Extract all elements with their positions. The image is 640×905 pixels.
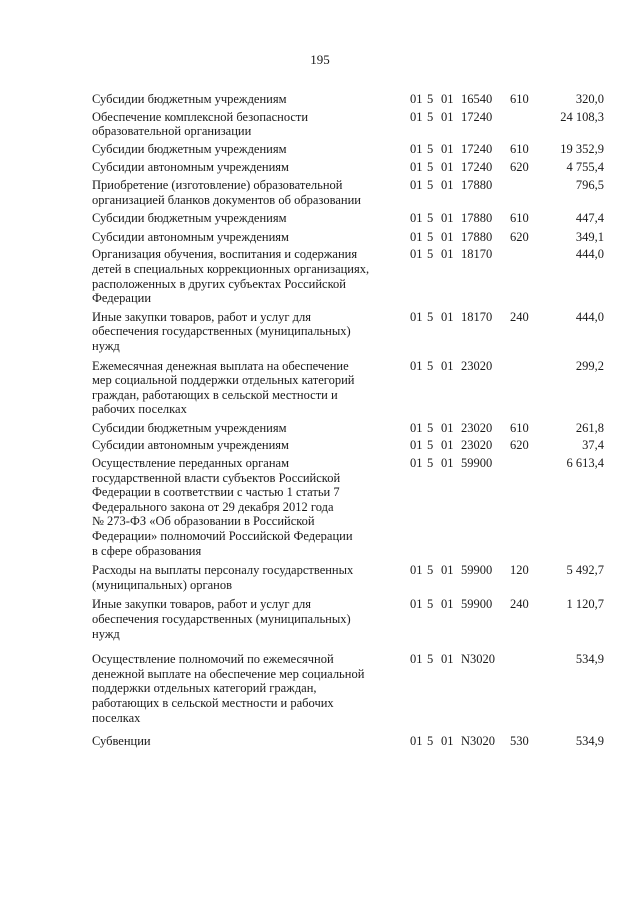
expense-type-code: 120: [510, 563, 529, 578]
expense-type-code: 610: [510, 141, 529, 156]
direction-code: 18170: [461, 247, 493, 262]
direction-code: 17880: [461, 177, 493, 192]
section-code: 01: [410, 563, 423, 578]
subprogram-code: 01: [441, 438, 454, 453]
description-line: детей в специальных коррекционных организациях,: [92, 261, 370, 276]
program-code: 5: [427, 438, 434, 453]
row-description: [92, 110, 392, 139]
table-row: [92, 359, 612, 417]
direction-code: 17240: [461, 160, 493, 175]
subprogram-code: 01: [441, 734, 454, 749]
expense-type-code: 620: [510, 160, 529, 175]
program-code: 5: [427, 247, 434, 262]
subprogram-code: 01: [441, 358, 454, 373]
row-description: [92, 310, 392, 354]
amount-value: 1 120,7: [566, 597, 604, 612]
row-description: [92, 178, 392, 207]
direction-code: 17240: [461, 109, 493, 124]
subprogram-code: 01: [441, 229, 454, 244]
section-code: 01: [410, 177, 423, 192]
direction-code: 18170: [461, 309, 493, 324]
subprogram-code: 01: [441, 247, 454, 262]
description-line: Приобретение (изготовление) образовательной: [92, 177, 343, 192]
table-row: [92, 563, 612, 592]
section-code: 01: [410, 652, 423, 667]
subprogram-code: 01: [441, 563, 454, 578]
page-number: 195: [310, 52, 330, 67]
description-line: Ежемесячная денежная выплата на обеспечение: [92, 358, 349, 373]
table-row: [92, 247, 612, 305]
amount-value: 534,9: [575, 652, 604, 667]
description-line: Федерации в соответствии с частью 1 статьи 7: [92, 485, 340, 500]
program-code: 5: [427, 563, 434, 578]
description-line: мер социальной поддержки отдельных категорий: [92, 373, 355, 388]
program-code: 5: [427, 160, 434, 175]
amount-value: 299,2: [575, 358, 604, 373]
direction-code: N3020: [461, 734, 496, 749]
table-row: [92, 652, 612, 725]
direction-code: 23020: [461, 420, 493, 435]
row-description: [92, 734, 392, 749]
description-line: Иные закупки товаров, работ и услуг для: [92, 597, 312, 612]
subprogram-code: 01: [441, 211, 454, 226]
description-line: государственной власти субъектов Российской: [92, 470, 341, 485]
amount-value: 4 755,4: [566, 160, 604, 175]
amount-value: 349,1: [575, 229, 604, 244]
description-line: обеспечения государственных (муниципальных): [92, 324, 351, 339]
program-code: 5: [427, 734, 434, 749]
program-code: 5: [427, 456, 434, 471]
direction-code: 17880: [461, 211, 493, 226]
direction-code: 17880: [461, 229, 493, 244]
program-code: 5: [427, 177, 434, 192]
row-description: [92, 652, 392, 725]
table-row: [92, 160, 612, 175]
description-line: поселках: [92, 710, 141, 725]
section-code: 01: [410, 358, 423, 373]
amount-value: 447,4: [575, 211, 604, 226]
description-line: граждан, работающих в сельской местности и: [92, 387, 338, 402]
row-description: [92, 142, 392, 157]
description-line: в сфере образования: [92, 543, 202, 558]
section-code: 01: [410, 109, 423, 124]
amount-value: 444,0: [575, 247, 604, 262]
direction-code: 59900: [461, 456, 493, 471]
description-line: Осуществление полномочий по ежемесячной: [92, 652, 334, 667]
program-code: 5: [427, 358, 434, 373]
description-line: Субсидии бюджетным учреждениям: [92, 141, 287, 156]
table-row: [92, 110, 612, 139]
description-line: обеспечения государственных (муниципальных): [92, 612, 351, 626]
description-line: Субсидии автономным учреждениям: [92, 229, 289, 244]
table-row: [92, 92, 612, 107]
description-line: Обеспечение комплексной безопасности: [92, 109, 309, 124]
amount-value: 534,9: [575, 734, 604, 749]
description-line: (муниципальных) органов: [92, 577, 233, 592]
table-row: [92, 421, 612, 436]
description-line: работающих в сельской местности и рабочих: [92, 695, 334, 710]
program-code: 5: [427, 92, 434, 106]
program-code: 5: [427, 109, 434, 124]
section-code: 01: [410, 420, 423, 435]
direction-code: 59900: [461, 597, 493, 612]
subprogram-code: 01: [441, 109, 454, 124]
section-code: 01: [410, 438, 423, 453]
expense-type-code: 240: [510, 597, 529, 612]
description-line: Расходы на выплаты персоналу государственных: [92, 563, 354, 578]
description-line: нужд: [92, 626, 120, 641]
description-line: денежной выплате на обеспечение мер социальной: [92, 666, 365, 681]
table-row: [92, 142, 612, 157]
description-line: Субсидии бюджетным учреждениям: [92, 420, 287, 435]
description-line: Иные закупки товаров, работ и услуг для: [92, 309, 312, 324]
subprogram-code: 01: [441, 141, 454, 156]
amount-value: 261,8: [575, 420, 604, 435]
section-code: 01: [410, 92, 423, 106]
row-description: [92, 438, 392, 453]
direction-code: 23020: [461, 358, 493, 373]
expense-type-code: 610: [510, 92, 529, 106]
amount-value: 37,4: [582, 438, 604, 453]
subprogram-code: 01: [441, 160, 454, 175]
direction-code: 23020: [461, 438, 493, 453]
table-row: [92, 438, 612, 453]
amount-value: 796,5: [575, 177, 604, 192]
row-description: [92, 597, 392, 641]
description-line: образовательной организации: [92, 124, 252, 139]
section-code: 01: [410, 597, 423, 612]
section-code: 01: [410, 309, 423, 324]
subprogram-code: 01: [441, 177, 454, 192]
description-line: Субсидии автономным учреждениям: [92, 160, 289, 175]
description-line: № 273-ФЗ «Об образовании в Российской: [92, 514, 315, 529]
expense-type-code: 610: [510, 420, 529, 435]
description-line: нужд: [92, 338, 120, 353]
row-description: [92, 230, 392, 245]
row-description: [92, 563, 392, 592]
program-code: 5: [427, 652, 434, 667]
subprogram-code: 01: [441, 456, 454, 471]
amount-value: 5 492,7: [566, 563, 604, 578]
direction-code: N3020: [461, 652, 496, 667]
row-description: [92, 160, 392, 175]
section-code: 01: [410, 229, 423, 244]
section-code: 01: [410, 160, 423, 175]
section-code: 01: [410, 734, 423, 749]
table-row: [92, 310, 612, 354]
direction-code: 16540: [461, 92, 493, 106]
amount-value: 6 613,4: [566, 456, 604, 471]
description-line: Субсидии бюджетным учреждениям: [92, 92, 287, 106]
program-code: 5: [427, 597, 434, 612]
description-line: Федерального закона от 29 декабря 2012 года: [92, 499, 334, 514]
subprogram-code: 01: [441, 92, 454, 106]
expense-type-code: 610: [510, 211, 529, 226]
section-code: 01: [410, 456, 423, 471]
amount-value: 24 108,3: [560, 109, 604, 124]
description-line: поддержки отдельных категорий граждан,: [92, 681, 317, 696]
table-row: [92, 230, 612, 245]
budget-table: [92, 92, 612, 749]
description-line: Субсидии бюджетным учреждениям: [92, 211, 287, 226]
direction-code: 17240: [461, 141, 493, 156]
amount-value: 320,0: [575, 92, 604, 106]
program-code: 5: [427, 420, 434, 435]
row-description: [92, 359, 392, 417]
table-row: [92, 178, 612, 207]
description-line: рабочих поселках: [92, 402, 187, 417]
row-description: [92, 247, 392, 305]
description-line: Федерации: [92, 291, 152, 306]
expense-type-code: 530: [510, 734, 529, 749]
amount-value: 444,0: [575, 309, 604, 324]
program-code: 5: [427, 211, 434, 226]
row-description: [92, 456, 392, 558]
subprogram-code: 01: [441, 309, 454, 324]
amount-value: 19 352,9: [560, 141, 604, 156]
program-code: 5: [427, 309, 434, 324]
program-code: 5: [427, 229, 434, 244]
table-row: [92, 734, 612, 749]
row-description: [92, 92, 392, 107]
description-line: Организация обучения, воспитания и содержания: [92, 247, 358, 262]
row-description: [92, 211, 392, 226]
section-code: 01: [410, 247, 423, 262]
description-line: Федерации» полномочий Российской Федерации: [92, 529, 353, 544]
subprogram-code: 01: [441, 597, 454, 612]
description-line: расположенных в других субъектах Российской: [92, 276, 346, 291]
section-code: 01: [410, 211, 423, 226]
expense-type-code: 620: [510, 229, 529, 244]
row-description: [92, 421, 392, 436]
program-code: 5: [427, 141, 434, 156]
section-code: 01: [410, 141, 423, 156]
direction-code: 59900: [461, 563, 493, 578]
subprogram-code: 01: [441, 420, 454, 435]
table-row: [92, 597, 612, 641]
table-row: [92, 456, 612, 558]
description-line: Осуществление переданных органам: [92, 456, 289, 471]
description-line: организацией бланков документов об образовании: [92, 192, 361, 207]
subprogram-code: 01: [441, 652, 454, 667]
description-line: Субсидии автономным учреждениям: [92, 438, 289, 453]
description-line: Субвенции: [92, 734, 151, 749]
expense-type-code: 620: [510, 438, 529, 453]
table-row: [92, 211, 612, 226]
expense-type-code: 240: [510, 309, 529, 324]
